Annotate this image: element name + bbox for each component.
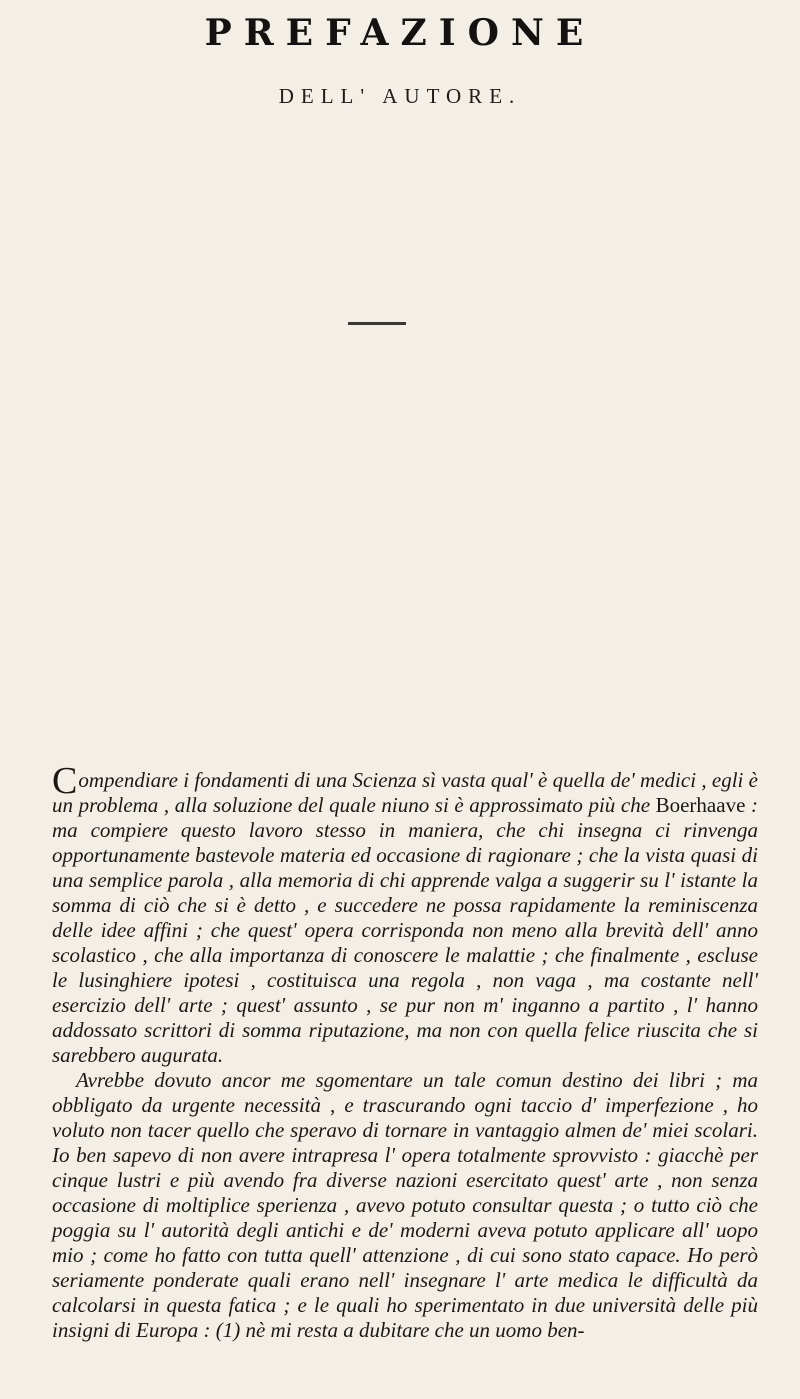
- author-name-boerhaave: Boerhaave: [655, 793, 746, 817]
- paragraph-2: [52, 1068, 758, 1343]
- drop-cap: C: [52, 760, 78, 802]
- paragraph-1-part-2: : ma compiere questo lavoro stesso in maniera, che chi insegna ci rinvenga opportunamente bastevole materia ed occasione di ragionare ; che la vista quasi di una semplice parola , alla memoria di chi apprende valga a suggerir su l' istante la somma di ciò che si è detto , e succedere ne possa rapidamente la reminiscenza delle idee affini ; che quest' opera corrisponda non meno alla brevità dell' anno scolastico , che alla importanza di conoscere le malattie ; che finalmente , escluse le lusinghiere ipotesi , costituisca una regola , non vaga , ma costante nell' esercizio dell' arte ; quest' assunto , se pur non m' inganno a partito , l' hanno addossato scrittori di somma riputazione, ma non con quella felice riuscita che si sarebbero augurata.: [52, 793, 758, 1067]
- paragraph-2-text: Avrebbe dovuto ancor me sgomentare un tale comun destino dei libri ; ma obbligato da urgente necessità , e trascurando ogni taccio d' imperfezione , ho voluto non tacer quello che speravo di tornare in vantaggio almen de' miei scolari. Io ben sapevo di non avere intrapresa l' opera totalmente sprovvisto : giacchè per cinque lustri e più avendo fra diverse nazioni esercitato quest' arte , non senza occasione di moltiplice sperienza , avevo potuto consultar questa ; o tutto ciò che poggia su l' autorità degli antichi e de' moderni aveva potuto applicare all' uopo mio ; come ho fatto con tutta quell' attenzione , di cui sono stato capace. Ho però seriamente ponderate quali erano nell' insegnare l' arte medica le difficultà da calcolarsi in questa fatica ; e le quali ho sperimentato in due università delle più insigni di Europa : (1) nè mi resta a dubitare che un uomo ben-: [52, 1068, 758, 1342]
- body-text: [52, 760, 758, 1343]
- paragraph-1-part-1: ompendiare i fondamenti di una Scienza sì vasta qual' è quella de' medici , egli è un problema , alla soluzione del quale niuno si è approssimato più che: [52, 768, 758, 817]
- paragraph-1: [52, 760, 758, 1068]
- page-subtitle: DELL' AUTORE.: [278, 84, 522, 108]
- decorative-rule: [348, 322, 406, 325]
- page-title: PREFAZIONE: [204, 12, 596, 54]
